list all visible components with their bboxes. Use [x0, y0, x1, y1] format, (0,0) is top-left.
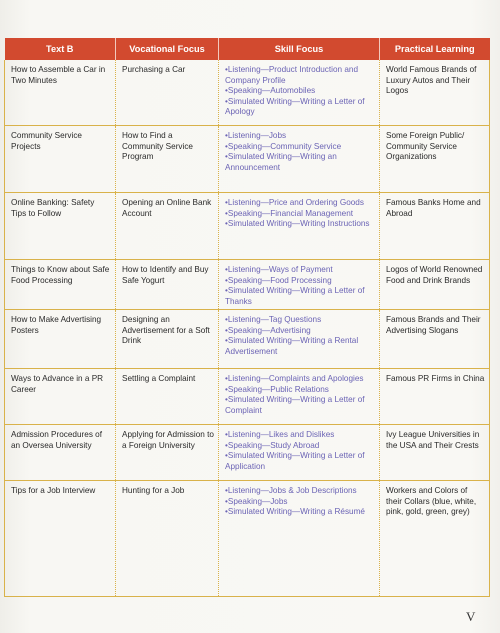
table-header-row — [5, 38, 490, 60]
table-row — [5, 126, 490, 193]
cell-practical: Famous Banks Home and Abroad — [380, 193, 490, 260]
cell-vocational: Opening an Online Bank Account — [116, 193, 219, 260]
skill-speaking: •Speaking—Advertising — [225, 325, 311, 335]
cell-vocational: Purchasing a Car — [116, 60, 219, 126]
skill-listening: •Listening—Price and Ordering Goods — [225, 198, 364, 207]
page-number: V — [466, 609, 476, 624]
skill-writing: •Simulated Writing—Writing a Rental Advertisement — [225, 336, 359, 356]
skill-writing: •Simulated Writing—Writing an Announcement — [225, 152, 337, 172]
cell-practical: Workers and Colors of their Collars (blue, white, pink, gold, green, grey) — [380, 481, 490, 597]
skill-speaking: •Speaking—Community Service — [225, 141, 342, 151]
skill-writing: •Simulated Writing—Writing a Letter of Thanks — [225, 286, 365, 306]
header-practical-learning: Practical Learning — [380, 38, 490, 60]
cell-vocational: Designing an Advertisement for a Soft Drink — [116, 310, 219, 369]
skill-speaking: •Speaking—Study Abroad — [225, 440, 320, 450]
cell-text-b: Online Banking: Safety Tips to Follow — [5, 193, 116, 260]
skill-listening: •Listening—Ways of Payment — [225, 265, 333, 274]
table-row — [5, 260, 490, 310]
skill-writing: •Simulated Writing—Writing a Letter of Application — [225, 451, 365, 471]
cell-vocational: Settling a Complaint — [116, 369, 219, 425]
skill-speaking: •Speaking—Automobiles — [225, 86, 316, 95]
skill-listening: •Listening—Tag Questions — [225, 315, 322, 324]
cell-vocational: How to Identify and Buy Safe Yogurt — [116, 260, 219, 310]
cell-practical: Logos of World Renowned Food and Drink Brands — [380, 260, 490, 310]
cell-practical: Famous PR Firms in China — [380, 369, 490, 425]
cell-text-b: Community Service Projects — [5, 126, 116, 193]
cell-practical: Some Foreign Public/ Community Service Organizations — [380, 126, 490, 193]
cell-text-b: Things to Know about Safe Food Processing — [5, 260, 116, 310]
header-text-b: Text B — [5, 38, 116, 60]
table-row — [5, 193, 490, 260]
skill-listening: •Listening—Jobs & Job Descriptions — [225, 486, 357, 495]
skill-listening: •Listening—Likes and Dislikes — [225, 430, 335, 439]
table-row — [5, 310, 490, 369]
header-skill-focus: Skill Focus — [219, 38, 380, 60]
skill-writing: •Simulated Writing—Writing a Letter of Apology — [225, 96, 365, 116]
skill-listening: •Listening—Jobs — [225, 131, 287, 140]
cell-skills — [219, 260, 380, 310]
table-row — [5, 369, 490, 425]
cell-skills — [219, 60, 380, 126]
cell-text-b: Tips for a Job Interview — [5, 481, 116, 597]
skill-listening: •Listening—Product Introduction and Company Profile — [225, 65, 359, 85]
header-vocational-focus: Vocational Focus — [116, 38, 219, 60]
cell-text-b: Ways to Advance in a PR Career — [5, 369, 116, 425]
cell-skills — [219, 481, 380, 597]
skill-writing: •Simulated Writing—Writing a Letter of Complaint — [225, 395, 365, 415]
skill-writing: •Simulated Writing—Writing a Résumé — [225, 507, 365, 516]
skill-speaking: •Speaking—Food Processing — [225, 275, 332, 285]
skill-speaking: •Speaking—Public Relations — [225, 384, 329, 394]
cell-vocational: Applying for Admission to a Foreign University — [116, 425, 219, 481]
table-row — [5, 425, 490, 481]
cell-skills — [219, 193, 380, 260]
cell-practical: Famous Brands and Their Advertising Slogans — [380, 310, 490, 369]
skill-listening: •Listening—Complaints and Apologies — [225, 374, 364, 383]
cell-skills — [219, 369, 380, 425]
skill-speaking: •Speaking—Jobs — [225, 496, 288, 506]
table-row — [5, 60, 490, 126]
skill-speaking: •Speaking—Financial Management — [225, 208, 354, 218]
cell-practical: Ivy League Universities in the USA and Their Crests — [380, 425, 490, 481]
table-row — [5, 481, 490, 597]
skill-writing: •Simulated Writing—Writing Instructions — [225, 219, 370, 228]
cell-vocational: How to Find a Community Service Program — [116, 126, 219, 193]
cell-text-b: Admission Procedures of an Oversea University — [5, 425, 116, 481]
cell-text-b: How to Assemble a Car in Two Minutes — [5, 60, 116, 126]
cell-skills — [219, 425, 380, 481]
curriculum-table — [4, 38, 490, 597]
cell-vocational: Hunting for a Job — [116, 481, 219, 597]
cell-skills — [219, 310, 380, 369]
cell-skills — [219, 126, 380, 193]
cell-text-b: How to Make Advertising Posters — [5, 310, 116, 369]
cell-practical: World Famous Brands of Luxury Autos and Their Logos — [380, 60, 490, 126]
